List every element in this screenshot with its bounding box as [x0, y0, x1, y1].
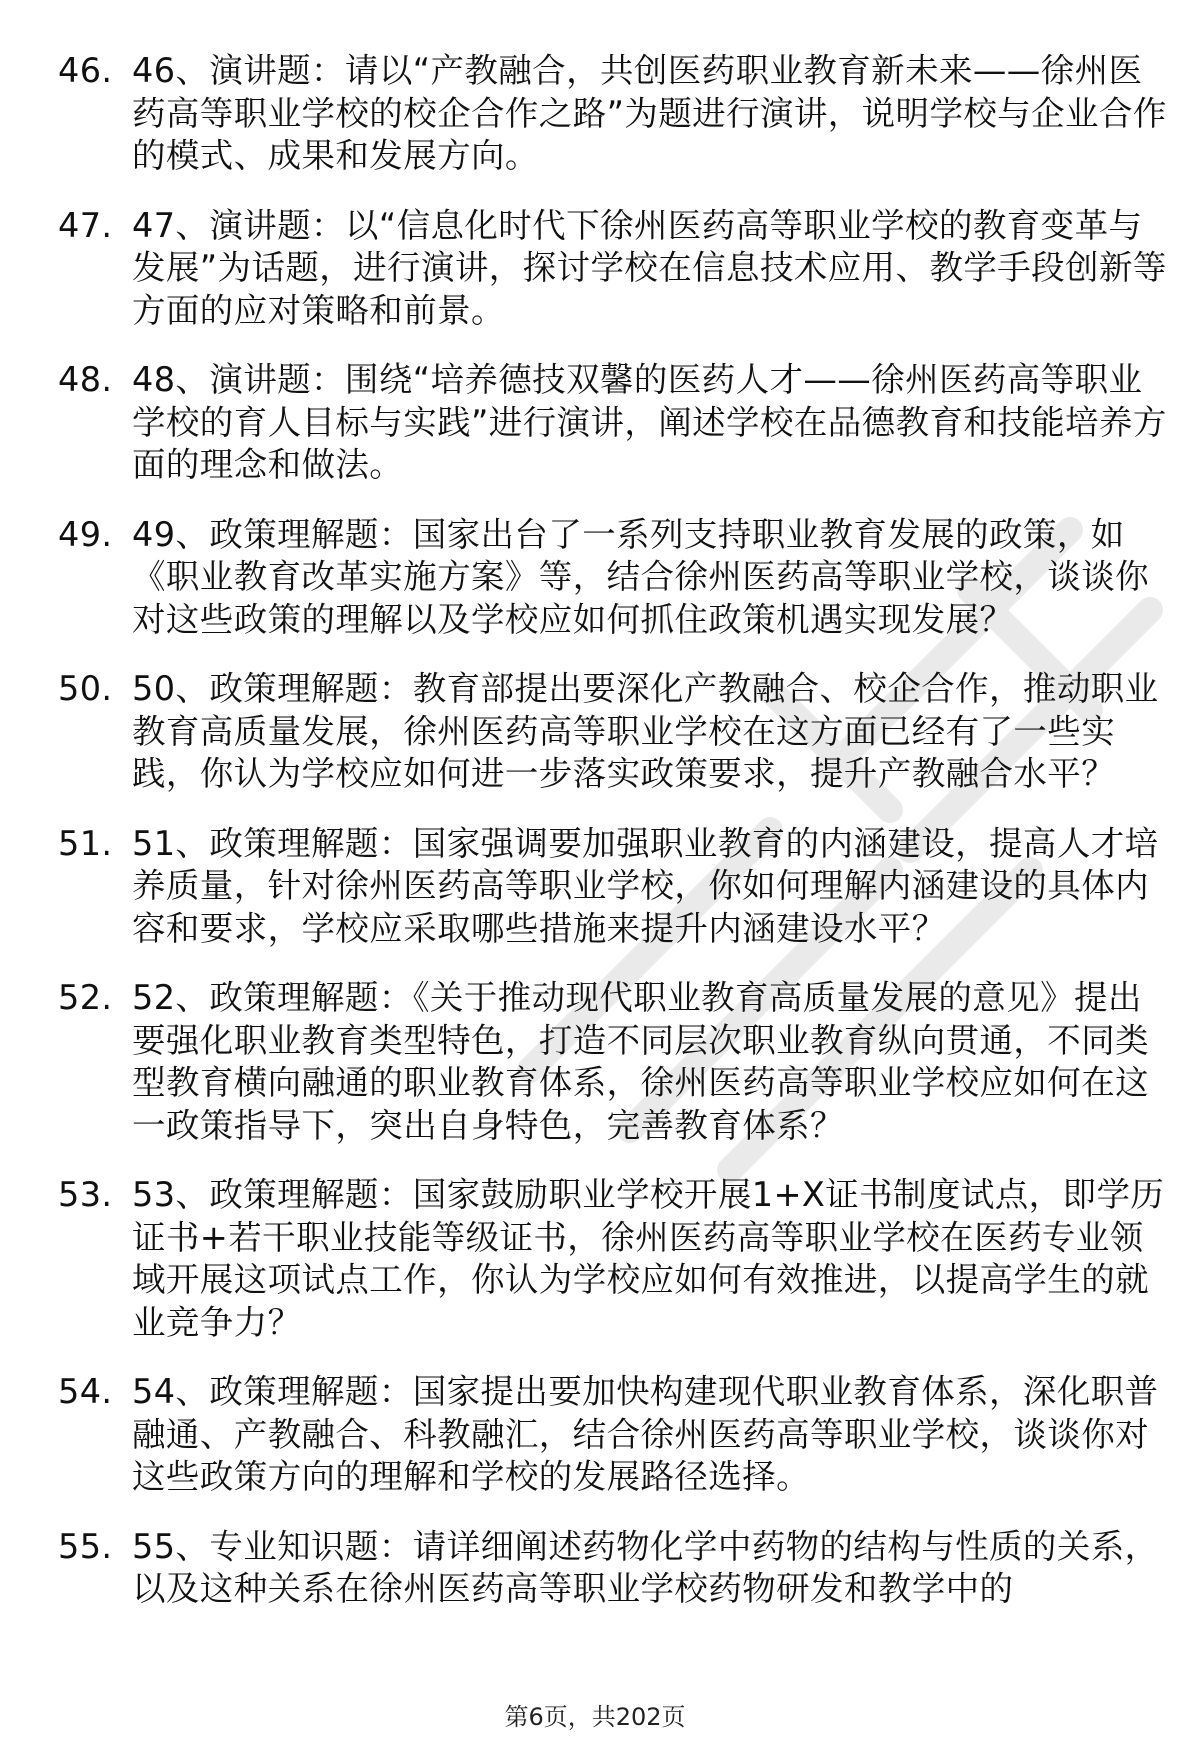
item-number: 48. — [58, 360, 113, 399]
list-item — [58, 205, 1170, 333]
question-text: 52、政策理解题：《关于推动现代职业教育高质量发展的意见》提出要强化职业教育类型特色，打造不同层次职业教育纵向贯通，不同类型教育横向融通的职业教育体系，徐州医药高等职业学校应如何在这一政策指导下，突出自身特色，完善教育体系？ — [132, 978, 1149, 1145]
question-text: 50、政策理解题：教育部提出要深化产教融合、校企合作，推动职业教育高质量发展，徐州医药高等职业学校在这方面已经有了一些实践，你认为学校应如何进一步落实政策要求，提升产教融合水平？ — [132, 669, 1159, 793]
item-number: 47. — [58, 205, 113, 245]
list-item — [58, 50, 1170, 178]
question-list — [58, 50, 1170, 1638]
item-number: 49. — [58, 514, 113, 554]
question-text: 46、演讲题：请以“产教融合，共创医药职业教育新未来——徐州医药高等职业学校的校企合作之路”为题进行演讲，说明学校与企业合作的模式、成果和发展方向。 — [132, 51, 1167, 175]
list-item — [58, 359, 1170, 487]
question-text: 47、演讲题：以“信息化时代下徐州医药高等职业学校的教育变革与发展”为话题，进行演讲，探讨学校在信息技术应用、教学手段创新等方面的应对策略和前景。 — [132, 205, 1167, 330]
item-number: 50. — [58, 669, 113, 708]
list-item — [58, 514, 1170, 642]
item-number: 55. — [58, 1526, 113, 1566]
question-text: 49、政策理解题：国家出台了一系列支持职业教育发展的政策，如《职业教育改革实施方案》等，结合徐州医药高等职业学校，谈谈你对这些政策的理解以及学校应如何抓住政策机遇实现发展？ — [132, 514, 1149, 639]
list-item — [58, 977, 1170, 1147]
question-text: 53、政策理解题：国家鼓励职业学校开展1+X证书制度试点，即学历证书+若干职业技能等级证书，徐州医药高等职业学校在医药专业领域开展这项试点工作，你认为学校应如何有效推进，以提高学生的就业竞争力？ — [132, 1175, 1165, 1342]
item-number: 51. — [58, 823, 113, 863]
question-text: 51、政策理解题：国家强调要加强职业教育的内涵建设，提高人才培养质量，针对徐州医药高等职业学校，你如何理解内涵建设的具体内容和要求，学校应采取哪些措施来提升内涵建设水平？ — [132, 823, 1159, 948]
item-number: 54. — [58, 1372, 113, 1411]
item-number: 46. — [58, 51, 113, 90]
page-footer: 第6页，共202页 — [504, 1703, 686, 1731]
list-item — [58, 1526, 1170, 1611]
item-number: 52. — [58, 978, 113, 1017]
list-item — [58, 823, 1170, 951]
item-number: 53. — [58, 1175, 113, 1214]
question-text: 48、演讲题：围绕“培养德技双馨的医药人才——徐州医药高等职业学校的育人目标与实践”进行演讲，阐述学校在品德教育和技能培养方面的理念和做法。 — [132, 360, 1167, 484]
list-item — [58, 1371, 1170, 1499]
list-item — [58, 668, 1170, 796]
question-text: 54、政策理解题：国家提出要加快构建现代职业教育体系，深化职普融通、产教融合、科教融汇，结合徐州医药高等职业学校，谈谈你对这些政策方向的理解和学校的发展路径选择。 — [132, 1372, 1159, 1496]
question-text: 55、专业知识题：请详细阐述药物化学中药物的结构与性质的关系，以及这种关系在徐州医药高等职业学校药物研发和教学中的 — [132, 1526, 1159, 1608]
list-item — [58, 1174, 1170, 1344]
